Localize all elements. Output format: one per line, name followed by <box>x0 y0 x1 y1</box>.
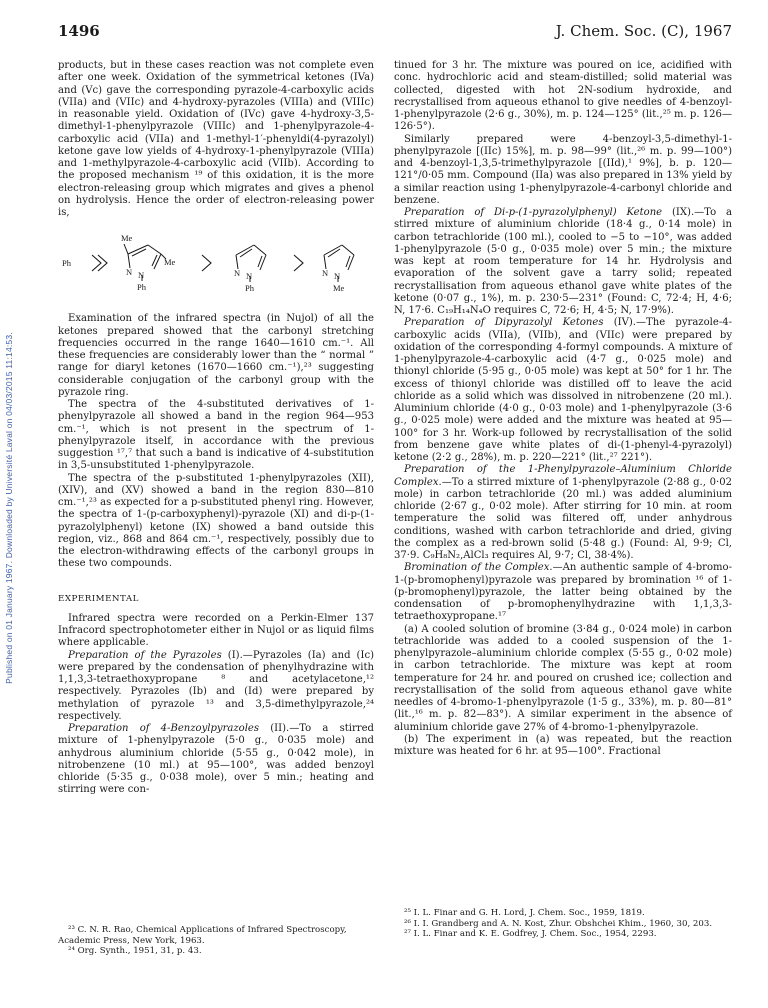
ir-paragraph-3: The spectra of the p-substituted 1-phenylpyrazoles (XII), (XIV), and (XV) showed a band in the region 830—810 cm.⁻¹,²³ as expected for a p-substituted phenyl ring. However, the spectra of 1-(p-carboxyphenyl)-pyrazole (XI) and di-p-(1-pyrazolylphenyl) ketone (IX) showed a band outside this region, viz., 868 and 864 cm.⁻¹, respectively, possibly due to the electron-withdrawing effects of the carbonyl groups in these two compounds. <box>58 472 374 570</box>
greater-than-sign-2 <box>294 255 303 271</box>
experimental-paragraph-2-text: (I).—Pyrazoles (Ia) and (Ic) were prepared by the condensation of phenylhydrazine with 1,1,3,3-tetraethoxypropane ⁸ and acetylacetone,¹² respectively. Pyrazoles (Ib) and (Id) were prepared by methylation of pyrazole ¹³ and 3,5-dimethylpyrazole,²⁴ respectively. <box>58 649 374 722</box>
nitrogen-label-5: N <box>322 268 329 279</box>
methyl-label-ring: Me <box>164 257 176 268</box>
footnote-23: ²³ C. N. R. Rao, Chemical Applications of Infrared Spectroscopy, Academic Press, New York, 1963. <box>58 925 347 946</box>
bromination-paragraph <box>394 562 732 623</box>
complex-preparation-paragraph <box>394 464 732 562</box>
footnote-26: ²⁶ I. I. Grandberg and A. N. Kost, Zhur. Obshchei Khim., 1960, 30, 203. <box>404 918 713 929</box>
section-title-complex: Preparation of the 1-Phenylpyrazole–Aluminium Chloride Complex <box>394 464 732 488</box>
nitrogen-label-4: N <box>246 271 253 282</box>
greater-than-sign-1 <box>202 255 211 271</box>
section-title-di-p-ketone: Preparation of Di-p-(1-pyrazolylphenyl) Ketone <box>404 207 663 218</box>
much-greater-than-sign <box>92 255 107 271</box>
download-watermark-text[interactable]: Published on 01 January 1967. Downloaded by Université Laval on 04/03/2015 11:14:53. <box>4 332 14 684</box>
page-header <box>58 22 732 44</box>
nitrogen-label-2: N <box>138 270 145 281</box>
dipyrazolyl-ketones-paragraph <box>394 317 732 464</box>
di-pyrazolylphenyl-ketone-paragraph <box>394 207 732 317</box>
dipyrazolyl-ketones-text: (IV).—The pyrazole-4-carboxylic acids (VIIa), (VIIb), and (VIIc) were prepared by oxidation of the corresponding 4-formyl compounds. A mixture of 1-phenylpyrazole-4-carboxylic acid (4·7 g., 0·025 mole) and thionyl chloride (5·95 g., 0·05 mole) was kept at 50° for 1 hr. The excess of thionyl chloride was distilled off to leave the acid chloride as a solid which was dissolved in nitrobenzene (20 ml.). Aluminium chloride (4·0 g., 0·03 mole) and 1-phenylpyrazole (3·6 g., 0·025 mole) were added and the mixture was heated at 95—100° for 3 hr. Work-up followed by recrystallisation of the solid from benzene gave white plates of di-(1-phenyl-4-pyrazolyl) ketone (2·2 g., 28%), m. p. 220—221° (lit.,²⁷ 221°). <box>394 317 732 463</box>
similar-preparations-paragraph: Similarly prepared were 4-benzoyl-3,5-dimethyl-1-phenylpyrazole [(IIc) 15%], m. p. 98—99° (lit.,²⁶ m. p. 99—100°) and 4-benzoyl-1,3,5-trimethylpyrazole [(IId),¹ 9%], b. p. 120—121°/0·05 mm. Compound (IIa) was also prepared in 13% yield by a similar reaction using 1-phenylpyrazole-4-carbonyl chloride and benzene. <box>394 133 732 206</box>
right-column <box>394 60 732 758</box>
left-column <box>58 60 374 797</box>
electron-releasing-order-scheme <box>58 225 374 301</box>
di-pyrazolylphenyl-ketone-text: (IX).—To a stirred mixture of aluminium chloride (18·4 g., 0·14 mole) in carbon tetrachloride (100 ml.), cooled to −5 to −10°, was added 1-phenylpyrazole (5·0 g., 0·035 mole) over 5 min.; the mixture was kept at room temperature for 14 hr. Hydrolysis and evaporation of the solvent gave a tarry solid; repeated recrystallisation from aqueous ethanol gave white plates of the ketone (0·07 g., 1%), m. p. 230·5—231° (Found: C, 72·4; H, 4·6; N, 17·6. C₁₉H₁₄N₄O requires C, 72·6; H, 4·5; N, 17·9%). <box>394 207 732 316</box>
phenyl-substituent-1: Ph <box>137 282 146 293</box>
footnotes-left <box>58 925 374 957</box>
experimental-heading: EXPERIMENTAL <box>58 593 139 604</box>
experimental-paragraph-1: Infrared spectra were recorded on a Perkin-Elmer 137 Infracord spectrophotometer either in Nujol or as liquid films where applicable. <box>58 612 374 649</box>
experimental-paragraph-2 <box>58 650 374 724</box>
bromination-part-a: (a) A cooled solution of bromine (3·84 g., 0·024 mole) in carbon tetrachloride was added to a cooled suspension of the 1-phenylpyrazole–aluminium chloride complex (5·55 g., 0·02 mole) in carbon tetrachloride. The mixture was kept at room temperature for 24 hr. and poured on crushed ice; collection and recrystallisation of the solid from aqueous ethanol gave white needles of 4-bromo-1-phenylpyrazole (1·5 g., 33%), m. p. 80—81° (lit.,¹⁶ m. p. 82—83°). A similar experiment in the absence of aluminium chloride gave 27% of 4-bromo-1-phenylpyrazole. <box>394 623 732 733</box>
section-title-pyrazoles: Preparation of the Pyrazoles <box>68 649 222 661</box>
section-title-dipyrazolyl-ketones: Preparation of Dipyrazolyl Ketones <box>404 317 604 329</box>
bromination-part-b: (b) The experiment in (a) was repeated, but the reaction mixture was heated for 6 hr. at 95—100°. Fractional <box>394 733 732 757</box>
download-watermark <box>2 150 16 870</box>
footnote-24: ²⁴ Org. Synth., 1951, 31, p. 43. <box>68 946 202 957</box>
phenyl-substituent-2: Ph <box>245 283 254 294</box>
footnote-27: ²⁷ I. L. Finar and K. E. Godfrey, J. Chem. Soc., 1954, 2293. <box>404 929 657 940</box>
intro-paragraph: products, but in these cases reaction was not complete even after one week. Oxidation of the symmetrical ketones (IVa) and (Vc) gave the corresponding pyrazole-4-carboxylic acids (VIIa) and (VIIc) and 4-hydroxy-pyrazoles (VIIIa) and (VIIIc) in reasonable yield. Oxidation of (IVc) gave 4-hydroxy-3,5-dimethyl-1-phenylpyrazole (VIIIc) and 1-phenylpyrazole-4-carboxylic acid (VIIa) and 1-methyl-1′-phenyldi(4-pyrazolyl) ketone gave low yields of 4-hydroxy-1-phenylpyrazole (VIIIa) and 1-methylpyrazole-4-carboxylic acid (VIIb). According to the proposed mechanism ¹⁹ of this oxidation, it is the more electron-releasing group which migrates and gives a phenol on hydrolysis. Hence the order of electron-releasing power is, <box>58 60 374 218</box>
footnote-25: ²⁵ I. L. Finar and G. H. Lord, J. Chem. Soc., 1959, 1819. <box>404 908 645 918</box>
nitrogen-label-3: N <box>234 268 241 279</box>
experimental-paragraph-3-text: (II).—To a stirred mixture of 1-phenylpyrazole (5·0 g., 0·035 mole) and anhydrous aluminium chloride (5·55 g., 0·042 mole), in nitrobenzene (10 ml.) at 95—100°, was added benzoyl chloride (5·35 g., 0·038 mole), over 5 min.; heating and stirring were con- <box>58 723 374 796</box>
experimental-paragraph-3 <box>58 723 374 797</box>
ir-paragraph-2: The spectra of the 4-substituted derivatives of 1-phenylpyrazole all showed a band in the region 964—953 cm.⁻¹, which is not present in the spectrum of 1-phenylpyrazole itself, in accordance with the previous suggestion ¹⁷,⁷ that such a band is indicative of 4-substitution in 3,5-unsubstituted 1-phenylpyrazole. <box>58 399 374 472</box>
footnotes-right <box>394 908 732 940</box>
nitrogen-label-6: N <box>334 271 341 282</box>
complex-preparation-text: .—To a stirred mixture of 1-phenylpyrazole (2·88 g., 0·02 mole) in carbon tetrachloride (20 ml.) was added aluminium chloride (2·67 g., 0·02 mole). After stirring for 10 min. at room temperature the solid was filtered off, under anhydrous conditions, washed with carbon tetrachloride and dried, giving the complex as a red-brown solid (5·48 g.) (Found: Al, 9·9; Cl, 37·9. C₉H₈N₂,AlCl₃ requires Al, 9·7; Cl, 38·4%). <box>394 476 732 561</box>
section-title-bromination: Bromination of the Complex <box>404 562 550 574</box>
bromination-text: .—An authentic sample of 4-bromo-1-(p-bromophenyl)pyrazole was prepared by bromination ¹⁶ of 1-(p-bromophenyl)pyrazole, the latter being obtained by the condensation of p-bromophenylhydrazine with 1,1,3,3-tetraethoxypropane.¹⁷ <box>394 562 733 623</box>
ir-paragraph-1: Examination of the infrared spectra (in Nujol) of all the ketones prepared showed that the carbonyl stretching frequencies occurred in the range 1640—1610 cm.⁻¹. All these frequencies are considerably lower than the “ normal ” range for diaryl ketones (1670—1660 cm.⁻¹),²³ suggesting considerable conjugation of the carbonyl group with the pyrazole ring. <box>58 313 374 398</box>
continued-paragraph: tinued for 3 hr. The mixture was poured on ice, acidified with conc. hydrochloric acid and steam-distilled; solid material was collected, digested with hot 2N-sodium hydroxide, and recrystallised from aqueous ethanol to give needles of 4-benzoyl-1-phenylpyrazole (2·6 g., 30%), m. p. 124—125° (lit.,²⁵ m. p. 126—126·5°). <box>394 60 732 133</box>
page-number: 1496 <box>58 22 100 40</box>
nitrogen-label-1: N <box>126 267 133 278</box>
methyl-substituent-3: Me <box>333 283 345 294</box>
scheme-drawing <box>58 225 374 301</box>
journal-title: J. Chem. Soc. (C), 1967 <box>555 22 732 40</box>
methyl-label-top: Me <box>121 233 133 244</box>
section-title-benzoylpyrazoles: Preparation of 4-Benzoylpyrazoles <box>68 723 260 734</box>
scheme-ph-label: Ph <box>62 258 71 269</box>
